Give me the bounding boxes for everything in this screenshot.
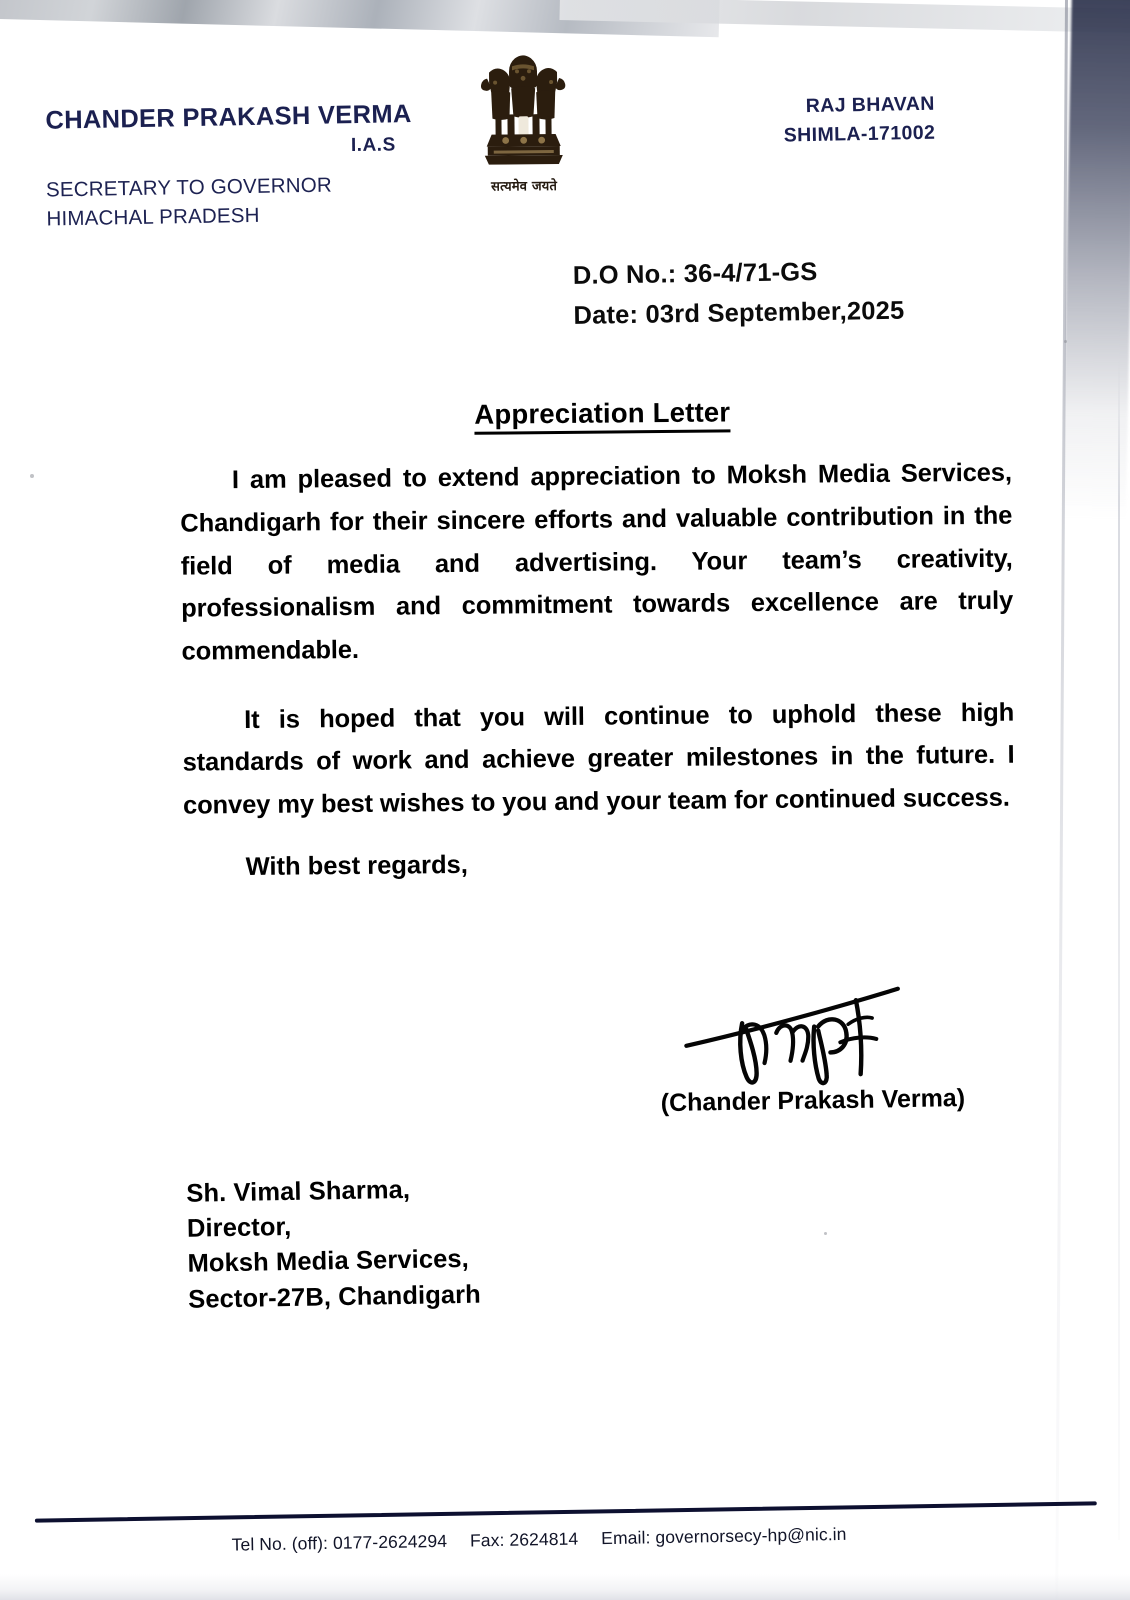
paragraph-two: It is hoped that you will continue to uphold these high standards of work and achieve greater milestones in the future. I convey my best wishes to you and your team for continued success. — [182, 698, 1015, 820]
letter-title-text: Appreciation Letter — [474, 396, 730, 434]
letterhead-address-block — [783, 90, 936, 151]
recipient-address-block — [186, 1172, 481, 1318]
address-line-2: SHIMLA-171002 — [784, 121, 936, 147]
do-number: D.O No.: 36-4/71-GS — [572, 258, 818, 290]
footer-email: Email: governorsecy-hp@nic.in — [601, 1523, 847, 1549]
designation-line-2: HIMACHAL PRADESH — [46, 203, 260, 231]
recipient-line-4: Sector-27B, Chandigarh — [187, 1280, 482, 1314]
officer-qualification: I.A.S — [350, 134, 396, 156]
letter-title — [193, 394, 1011, 434]
emblem-motto: सत्यमेव जयते — [491, 178, 558, 195]
signature-block — [602, 981, 1024, 1165]
letter-body — [179, 394, 1016, 883]
address-line-1: RAJ BHAVAN — [806, 92, 936, 118]
footer-fax: Fax: 2624814 — [469, 1528, 579, 1551]
letterhead-left-block — [45, 101, 466, 232]
footer-divider — [35, 1501, 1097, 1522]
emblem-block — [463, 46, 584, 195]
officer-designation — [46, 168, 467, 234]
closing-salutation: With best regards, — [245, 850, 468, 881]
officer-name: CHANDER PRAKASH VERMA — [45, 100, 412, 135]
footer-telephone: Tel No. (off): 0177-2624294 — [231, 1530, 448, 1555]
paragraph-one: I am pleased to extend appreciation to Moksh Media Services, Chandigarh for their sincere efforts and valuable contribution in the field of media and advertising. Your team’s creativity, professionalism and commitment towards excellence are truly commendable. — [180, 458, 1014, 666]
letter-date: Date: 03rd September,2025 — [573, 296, 905, 330]
signatory-name: (Chander Prakash Verma) — [660, 1084, 966, 1118]
recipient-line-2: Director, — [186, 1213, 292, 1243]
designation-line-1: SECRETARY TO GOVERNOR — [45, 173, 333, 202]
footer-contact-info — [7, 1520, 1071, 1560]
reference-block — [573, 252, 905, 336]
recipient-line-1: Sh. Vimal Sharma, — [186, 1175, 411, 1208]
handwritten-signature-icon — [680, 981, 981, 1094]
national-emblem-icon — [471, 46, 576, 175]
recipient-line-3: Moksh Media Services, — [187, 1245, 470, 1279]
